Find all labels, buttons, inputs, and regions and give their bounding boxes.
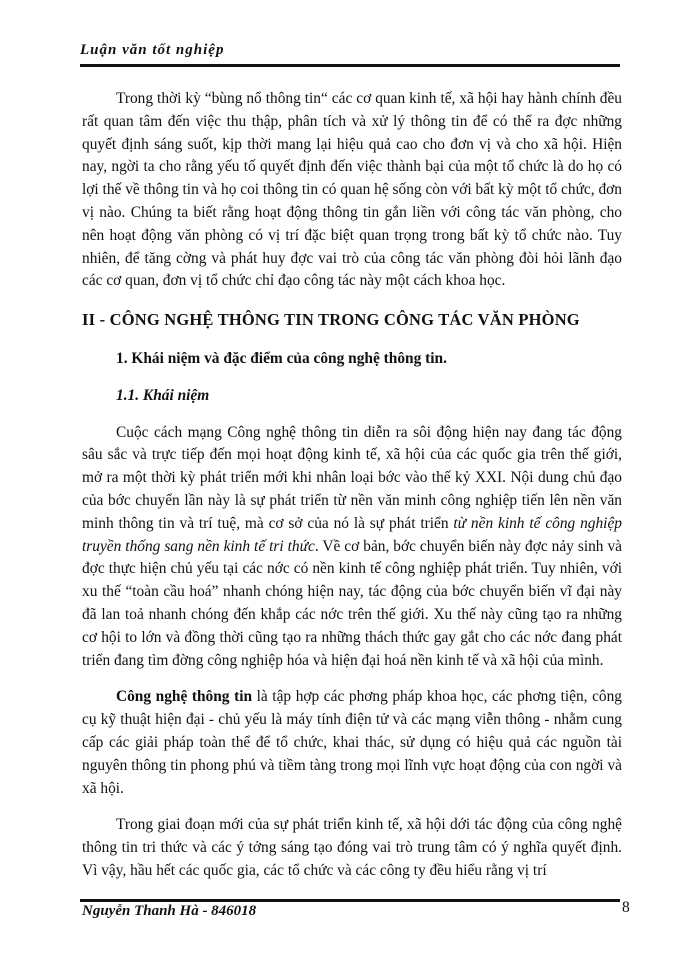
- paragraph-definition: [82, 686, 622, 800]
- footer-author: Nguyễn Thanh Hà - 846018: [82, 903, 257, 919]
- section-heading: II - CÔNG NGHỆ THÔNG TIN TRONG CÔNG TÁC VĂN PHÒNG: [82, 310, 580, 330]
- paragraph-revolution-part2: . Về cơ bản, bớc chuyển biến này đợc nảy sinh và đợc thực hiện chủ yếu tại các nớc có nền kinh tế công nghiệp phát triển. Tuy nhiên, với xu thế “toàn cầu hoá” nhanh chóng hiện nay, tác động của bớc chuyển biến vĩ đại này đã lan toả nhanh chóng đến khắp các nớc trên thế giới. Xu thế này cũng tạo ra những cơ hội to lớn và đồng thời cũng tạo ra những thách thức gay gắt cho các nớc đang phát triển đang tìm đờng công nghiệp hóa và hiện đại hoá nền kinh tế và xã hội của mình.: [82, 537, 623, 669]
- footer-rule: [80, 899, 620, 902]
- sub-sub-heading: 1.1. Khái niệm: [116, 386, 210, 404]
- paragraph-revolution-part1: Cuộc cách mạng Công nghệ thông tin diễn ra sôi động hiện nay đang tác động sâu sắc và trực tiếp đến mọi hoạt động kinh tế, xã hội của các quốc gia trên thế giới, mở ra một thời kỳ phát triển mới khi nhân loại bớc vào thế kỷ XXI. Nội dung chủ đạo của bớc chuyển lần này là sự phát triển từ nền văn minh công nghiệp tiến lên nền văn minh thông tin và trí tuệ, mà cơ sở của nó là sự phát triển: [82, 423, 622, 532]
- document-body: [82, 88, 622, 883]
- page-number: 8: [622, 899, 630, 916]
- paragraph-revolution: [82, 422, 622, 673]
- sub-heading: 1. Khái niệm và đặc điểm của công nghệ thông tin.: [116, 349, 447, 367]
- definition-text: là tập hợp các phơng pháp khoa học, các phơng tiện, công cụ kỹ thuật hiện đại - chủ yếu là máy tính điện tử và các mạng viễn thông - nhằm cung cấp các giải pháp toàn thể để tổ chức, khai thác, sử dụng có hiệu quả các nguồn tài nguyên thông tin phong phú và tiềm tàng trong mọi lĩnh vực hoạt động của con ngời và xã hội.: [82, 688, 622, 797]
- paragraph-new-stage: Trong giai đoạn mới của sự phát triển kinh tế, xã hội dới tác động của công nghệ thông tin tri thức và các ý tởng sáng tạo đóng vai trò trung tâm có ý nghĩa quyết định. Vì vậy, hầu hết các quốc gia, các tổ chức và các công ty đều hiểu rằng vị trí: [82, 816, 622, 879]
- paragraph-intro: Trong thời kỳ “bùng nổ thông tin“ các cơ quan kinh tế, xã hội hay hành chính đều rất quan tâm đến việc thu thập, phân tích và xử lý thông tin để có thể ra đợc những quyết định sáng suốt, kịp thời mang lại hiệu quả cao cho đơn vị và cho xã hội. Hiện nay, ngời ta cho rằng yếu tố quyết định đến việc thành bại của một tổ chức là do họ có lợi thế về thông tin và họ coi thông tin có quan hệ sống còn với bất kỳ một tổ chức, đơn vị nào. Chúng ta biết rằng hoạt động thông tin gắn liền với công tác văn phòng, cho nên hoạt động văn phòng có vị trí đặc biệt quan trọng trong bất kỳ tổ chức nào. Tuy nhiên, để tăng cờng và phát huy đợc vai trò của công tác văn phòng đòi hỏi lãnh đạo các cơ quan, đơn vị tổ chức chỉ đạo công tác này một cách khoa học.: [82, 90, 622, 290]
- definition-term: Công nghệ thông tin: [116, 688, 253, 706]
- paragraph-revolution-italic: từ nền kinh tế công nghiệp truyền thống sang nền kinh tế tri thức: [82, 514, 622, 555]
- header-rule: [80, 64, 620, 67]
- page-header-title: Luận văn tốt nghiệp: [80, 42, 225, 58]
